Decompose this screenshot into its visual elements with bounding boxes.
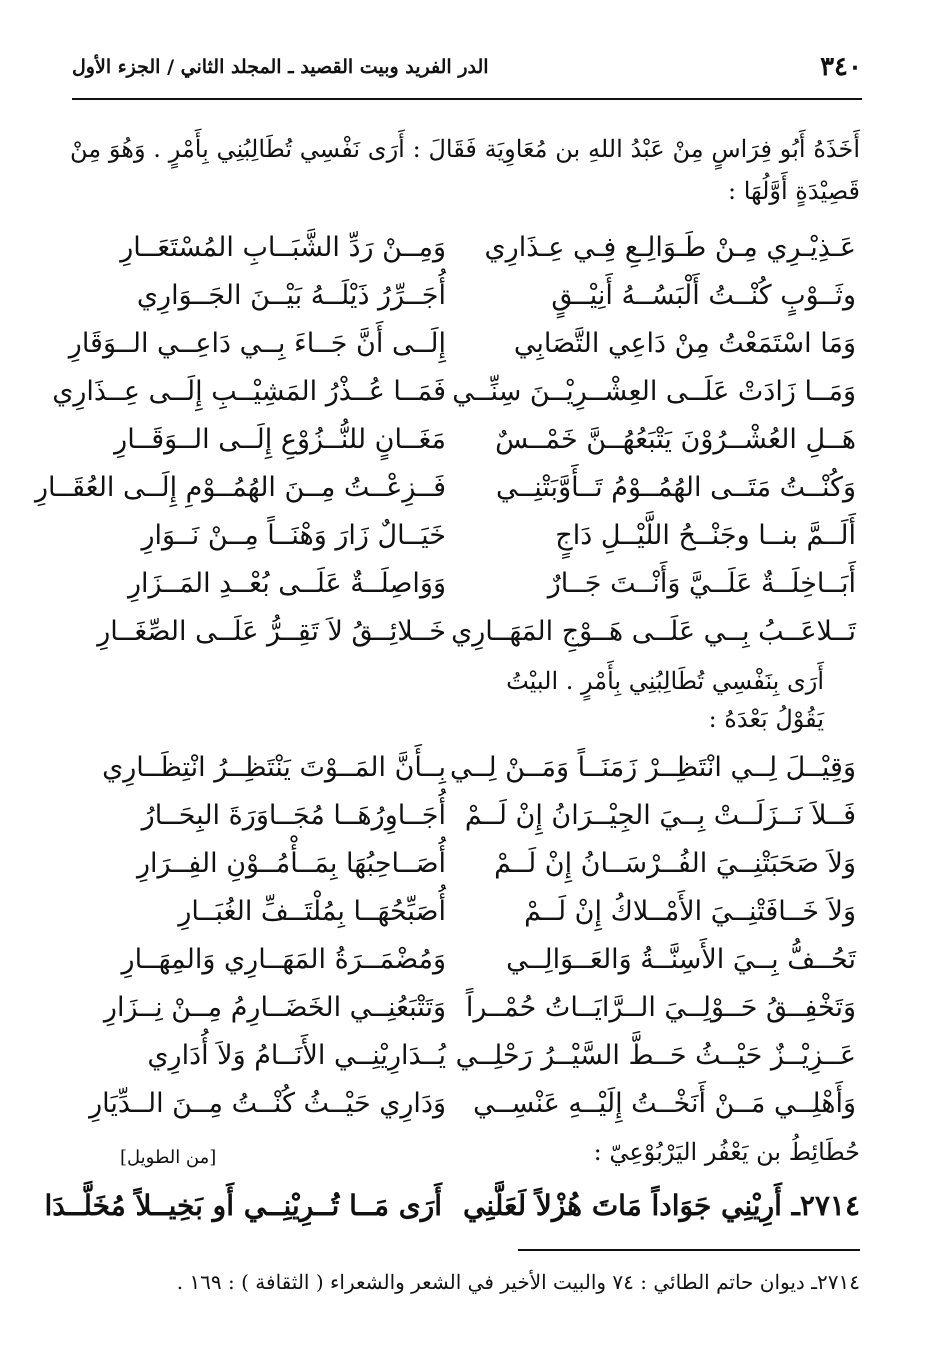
transition-line: يَقُوْلُ بَعْدَهُ : xyxy=(708,705,824,733)
verse-second-hemistich: أَرَى مَــا تُــرِيْنِــي أَو بَخِيــلاً مُخَلَّــدَا xyxy=(44,1189,442,1222)
verse xyxy=(34,468,856,516)
verse-second-hemistich: مَغَــانٍ للنُّــزُوْعِ إِلَــى الــوَقَــارِ xyxy=(114,424,446,455)
verse-second-hemistich: أُجَــاوِرُهَــا مُجَــاوَرَةَ البِحَــارُ xyxy=(141,800,446,831)
verse-first-hemistich: وَأَهْلِــي مَــنْ أَنَخْــتُ إِلَيْــهِ عَنْسِــي xyxy=(473,1088,856,1119)
verse xyxy=(100,940,856,988)
poem-1 xyxy=(34,228,856,660)
verse-first-hemistich: وَمَا اسْتَمَعْتُ مِنْ دَاعِي التَّصَابِي xyxy=(513,328,856,359)
verse xyxy=(100,516,856,564)
verse xyxy=(100,228,856,276)
verse-second-hemistich: خَيَــالٌ زَارَ وَهْنَــاً مِــنْ نَــوَارِ xyxy=(141,520,446,551)
verse-second-hemistich: أُصَــاحِبُهَا بِمَــأْمُــوْنِ الفِــرَارِ xyxy=(136,848,446,879)
verse-second-hemistich: وَدَارِي حَيْــثُ كُنْــتُ مِــنَ الــدِّيَارِ xyxy=(89,1088,446,1119)
verse-first-hemistich: تَحُــفُّ بِــيَ الأَسِنَّــةُ وَالعَــوَالِــي xyxy=(506,944,856,975)
page-number: ٣٤٠ xyxy=(820,52,862,82)
verse xyxy=(97,612,856,660)
meter-tag: [من الطويل] xyxy=(120,1147,217,1168)
verse-first-hemistich: عَــزِيْــزٌ حَيْــثُ حَــطَّ السَّيْــرُ رَحْلِــي xyxy=(455,1040,856,1071)
verse xyxy=(100,748,856,796)
verse xyxy=(100,892,856,940)
verse xyxy=(100,844,856,892)
verse-first-hemistich: وَتَخْفِــقُ حَــوْلِــيَ الــرَّايَــاتُ حُمْــراً xyxy=(465,992,856,1023)
intro-paragraph: أَخَذَهُ أَبُو فِرَاسٍ مِنْ عَبْدُ اللهِ بن مُعَاوِيَة فَقَالَ : أَرَى نَفْسِي تُطَالِبُنِي بِأَمْرٍ . وَهُوَ مِنْ قَصِيْدَةٍ أَوَّلُهَا : xyxy=(70,135,860,205)
verse-second-hemistich: أُصَبِّحُهَــا بِمُلْتَــفِّ الغُبَــارِ xyxy=(178,896,446,927)
verse xyxy=(52,372,856,420)
verse-second-hemistich: بِــأَنَّ المَــوْتَ يَنْتَظِــرُ انْتِظَــارِي xyxy=(102,752,446,783)
verse xyxy=(68,324,856,372)
verse-second-hemistich: خَــلائِــقُ لاَ تَقِــرُّ عَلَــى الصِّغَــارِ xyxy=(97,616,446,647)
verse-first-hemistich: تَــلاعَــبُ بِــي عَلَــى هَــوْجِ المَهَــارِي xyxy=(451,616,856,647)
header-rule xyxy=(72,98,862,100)
verse xyxy=(89,1084,856,1132)
verse-first-hemistich: وَكُنْــتُ مَتَــى الهُمُــوْمُ تَــأَوَّبَتْنِــي xyxy=(495,472,856,503)
header-title: الدر الفريد وبيت القصيد ـ المجلد الثاني / الجزء الأول xyxy=(72,56,489,78)
verse xyxy=(100,988,856,1036)
footnote-rule xyxy=(518,1249,860,1251)
verse-first-hemistich: أَبَــاخِلَــةٌ عَلَــيَّ وَأَنْــتَ جَــارٌ xyxy=(547,568,856,599)
verse-second-hemistich: إِلَــى أَنَّ جَــاءَ بِــي دَاعِــي الــوَقَارِ xyxy=(68,328,446,359)
verse-first-hemistich: هَــلِ العُشْــرُوْنَ يَتْبَعُهُــنَّ خَمْــسٌ xyxy=(495,424,856,455)
verse-second-hemistich: يُــدَارِيْنِــي الأَنَــامُ وَلاَ أُدَارِي xyxy=(147,1040,446,1071)
verse-second-hemistich: وَوَاصِلَــةٌ عَلَــى بُعْــدِ المَــزَارِ xyxy=(128,568,446,599)
verse-second-hemistich: وَمُضْمَــرَةُ المَهَــارِي وَالمِهَــارِ xyxy=(121,944,446,975)
verse-second-hemistich: أُجَــرِّرُ ذَيْلَــهُ بَيْــنَ الجَــوَارِي xyxy=(136,280,446,311)
verse xyxy=(100,276,856,324)
verse-second-hemistich: وَتَتْبَعُنِــي الخَضَــارِمُ مِــنْ نِــزَارِ xyxy=(103,992,446,1023)
verse-first-hemistich: وَلاَ خَــافَتْنِــيَ الأَمْــلاكُ إِنْ لَــمْ xyxy=(524,896,856,927)
running-head xyxy=(72,52,862,92)
poem-2 xyxy=(89,748,856,1132)
verse xyxy=(100,564,856,612)
verse-first-hemistich: وَقِيْــلَ لِــي انْتَظِــرْ زَمَنَــاً وَمَــنْ لِــي xyxy=(450,752,856,783)
verse xyxy=(100,420,856,468)
verse-first-hemistich: ٢٧١٤ـ أَرِيْنِي جَوَاداً مَاتَ هُزْلاً لَعَلَّنِي xyxy=(463,1189,860,1222)
verse xyxy=(100,796,856,844)
verse-first-hemistich: وَمَــا زَادَتْ عَلَــى العِشْــرِيْــنَ سِنِّــي xyxy=(452,376,856,407)
quoted-line: أَرَى بِنَفْسِي تُطَالِبُنِي بِأَمْرٍ . البيْتُ xyxy=(506,667,824,695)
verse-2714 xyxy=(44,1186,860,1236)
verse-second-hemistich: فَمَــا عُــذْرُ المَشِيْــبِ إِلَــى عِــذَارِي xyxy=(52,376,446,407)
verse-first-hemistich: وثَــوْبٍ كُنْــتُ أَلْبَسُــهُ أَنِيْــقٍ xyxy=(551,280,856,311)
verse-first-hemistich: فَــلاَ نَــزَلَــتْ بِــيَ الجِيْــرَانُ إِنْ لَــمْ xyxy=(464,800,856,831)
verse-first-hemistich: أَلَــمَّ بنــا وجَنْــحُ اللَّيْــلِ دَاجٍ xyxy=(555,520,856,551)
poet-attribution: حُطَائِطُ بن يَعْفُر اليَرْبُوْعِيّ : xyxy=(593,1138,860,1166)
verse-second-hemistich: وَمِــنْ رَدِّ الشَّبَــابِ المُسْتَعَــارِ xyxy=(120,232,446,263)
verse-second-hemistich: فَــزِعْــتُ مِــنَ الهُمُــوْمِ إِلَــى العُقَــارِ xyxy=(34,472,446,503)
verse xyxy=(100,1036,856,1084)
verse-first-hemistich: عَـذِيْـرِي مِـنْ طَـوَالِـعِ فِـي عِـذَارِي xyxy=(484,232,856,263)
verse-first-hemistich: وَلاَ صَحَبَتْنِــيَ الفُــرْسَــانُ إِنْ لَــمْ xyxy=(494,848,856,879)
footnote: ٢٧١٤ـ ديوان حاتم الطائي : ٧٤ والبيت الأخير في الشعر والشعراء ( الثقافة ) : ١٦٩ . xyxy=(176,1270,860,1294)
